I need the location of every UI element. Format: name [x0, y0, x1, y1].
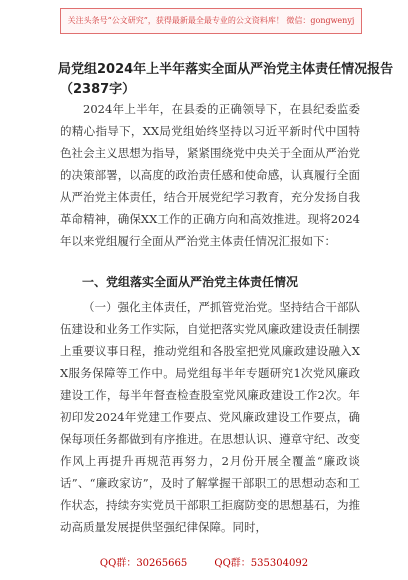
footer — [0, 554, 408, 569]
promo-banner: 关注头条号“公文研究”，获得最新最全最专业的公文资料库！ 微信：gongwenyj — [60, 8, 362, 34]
intro-paragraph: 2024年上半年，在县委的正确领导下，在县纪委监委的精心指导下，XX局党组始终坚持以习近平新时代中国特色社会主义思想为指导，紧紧围绕党中央关于全面从严治党的决策部署，以高度的政治责任感和使命感，认真履行全面从严治党主体责任，结合开展党纪学习教育，充分发扬自我革命精神，确保XX工作的正确方向和高效推进。现将2024年以来党组履行全面从严治党主体责任情况汇报如下： — [60, 102, 360, 248]
document-title: 局党组2024年上半年落实全面从严治党主体责任情况报告 — [58, 62, 394, 77]
word-count: （2387字） — [60, 82, 136, 97]
section-heading: 一、党组落实全面从严治党主体责任情况 — [82, 275, 299, 289]
section-paragraph: （一）强化主体责任，严抓管党治党。坚持结合干部队伍建设和业务工作实际，自觉把落实党风廉政建设责任制摆上重要议事日程，推动党组和各股室把党风廉政建设融入XX服务保障等工作中。局党组每半年专题研究1次党风廉政建设工作，每半年督查检查股室党风廉政建设工作2次。年初印发2024年党建工作要点、党风廉政建设工作要点，确保每项任务都做到有序推进。在思想认识、遵章守纪、改变作风上再提升再规范再努力，2月份开展全覆盖“廉政谈话”、“廉政家访”，及时了解掌握干部职工的思想动态和工作状态，持续夯实党员干部职工拒腐防变的思想基石，为推动高质量发展提供坚强纪律保障。同时， — [60, 300, 360, 534]
qq-group-2: QQ群：535304092 — [214, 558, 309, 569]
qq-group-1: QQ群：30265665 — [99, 558, 188, 569]
